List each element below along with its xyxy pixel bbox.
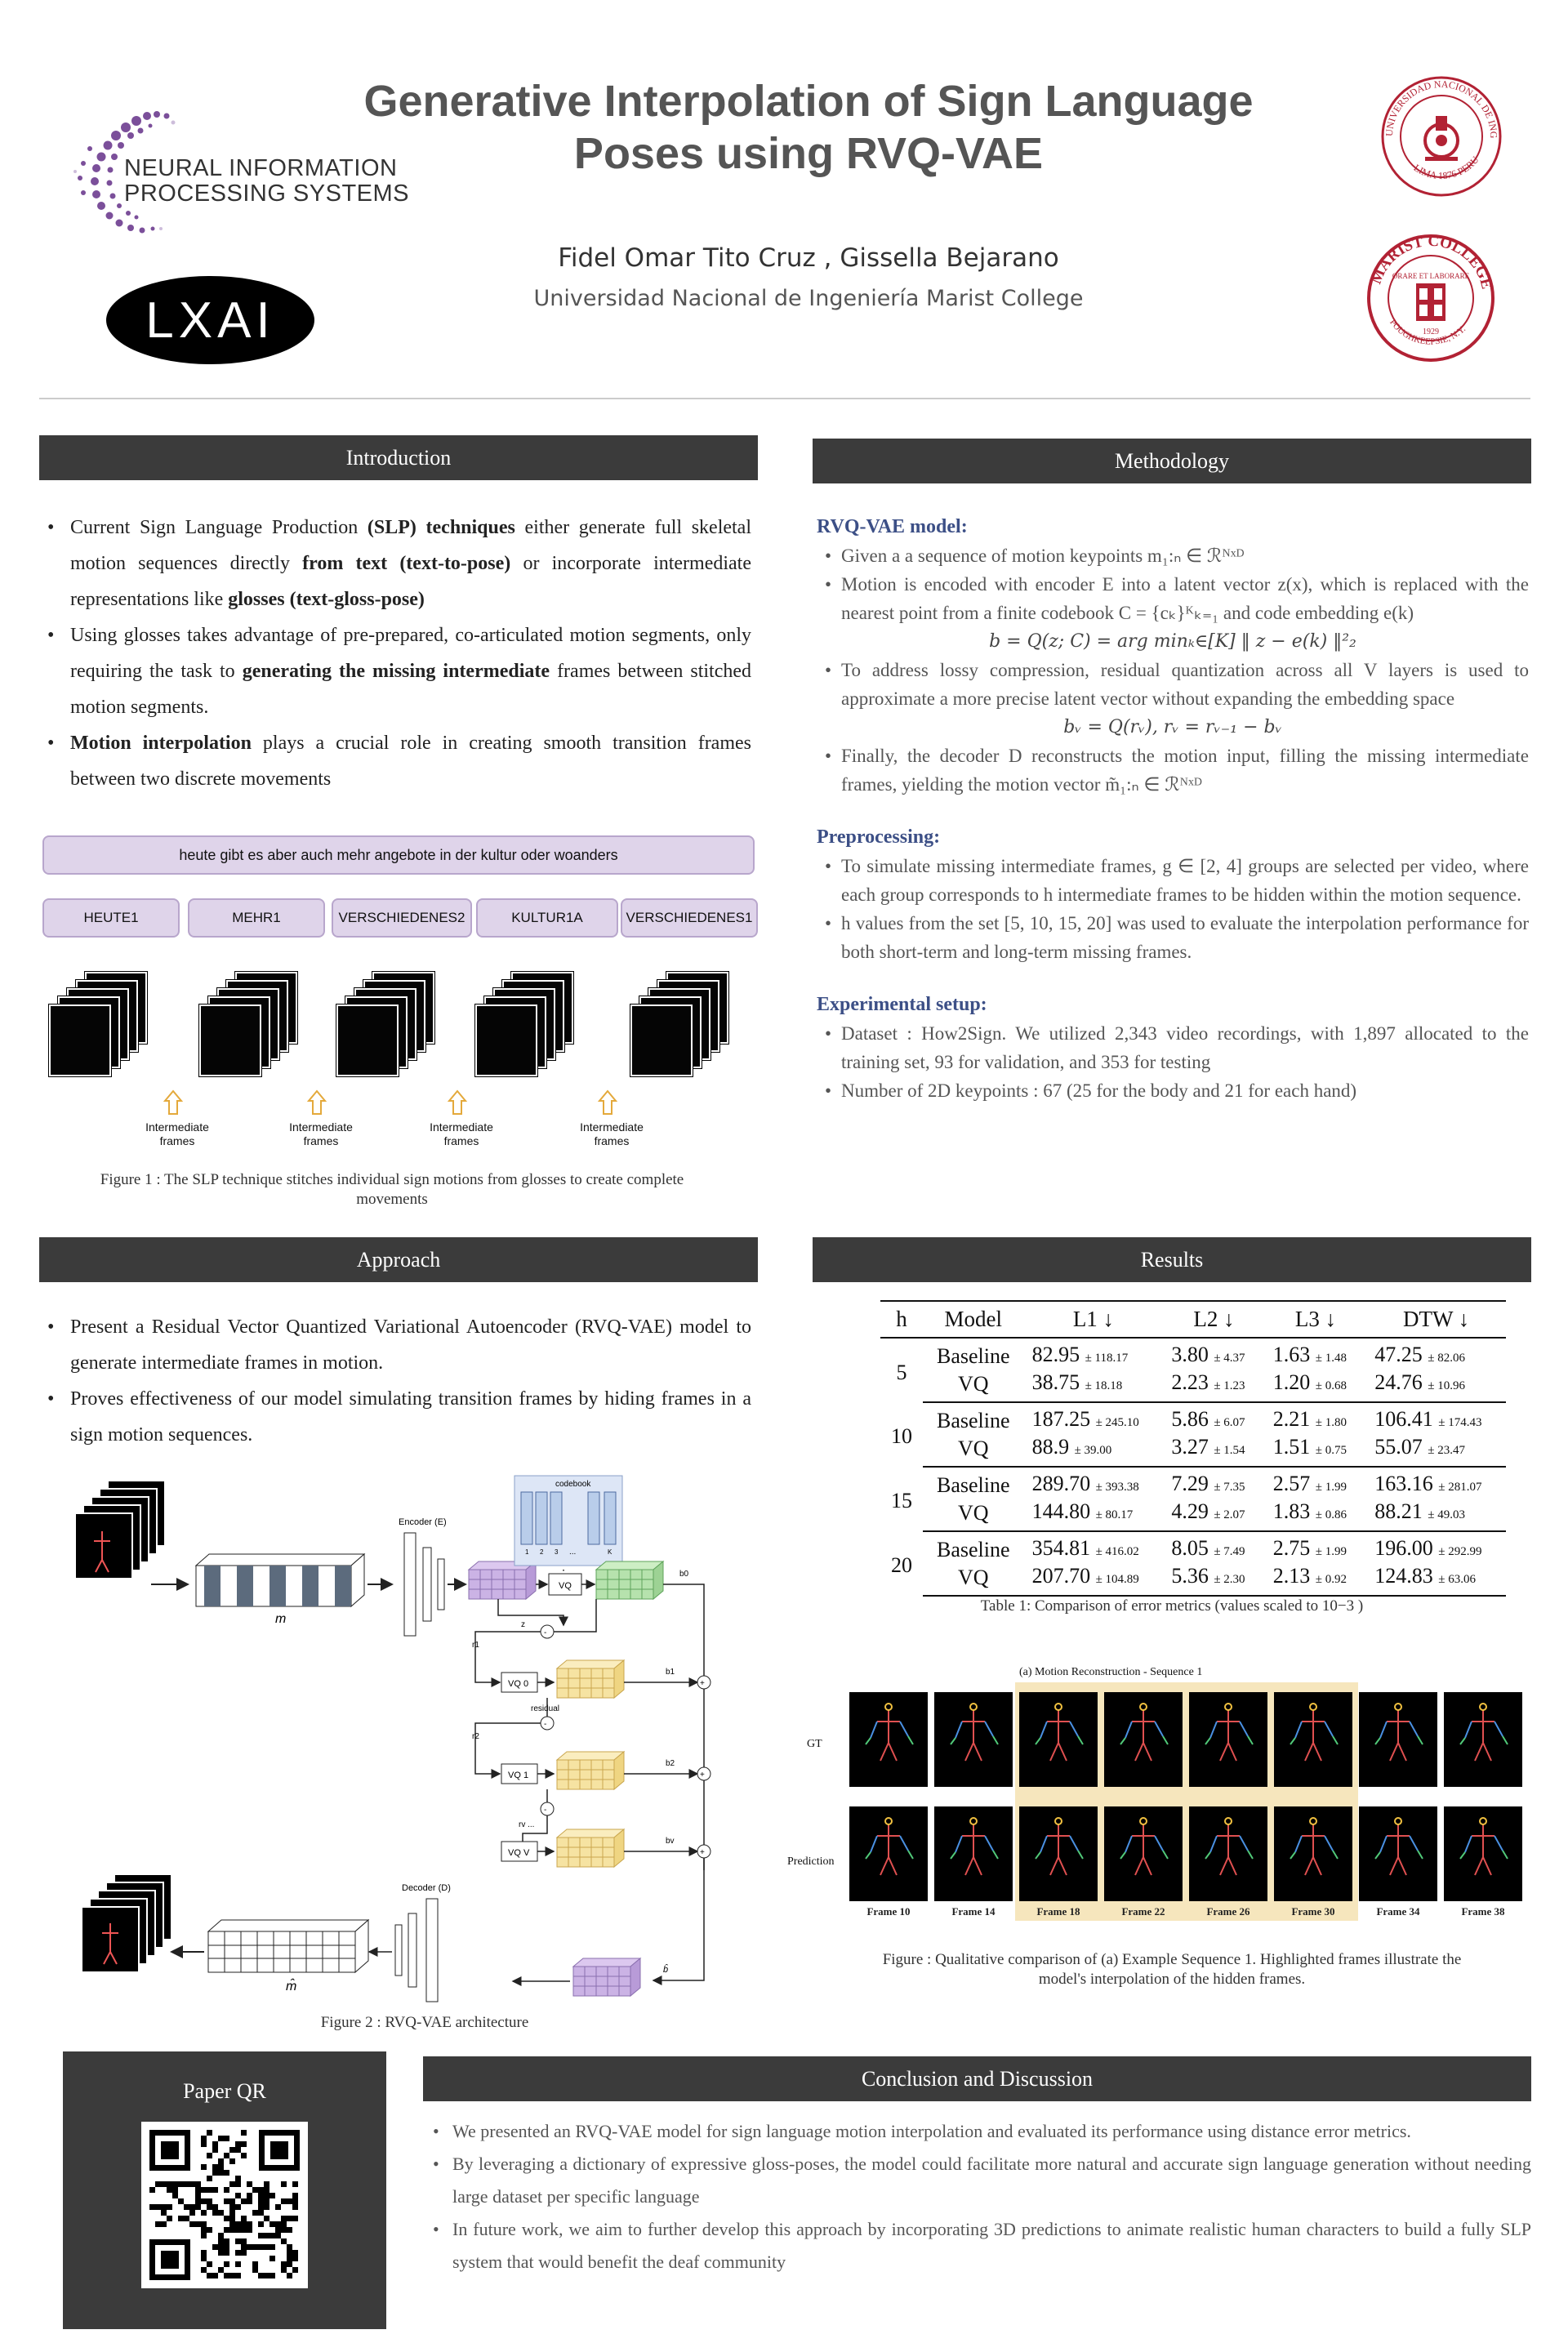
cell-l3-value: 2.21: [1272, 1407, 1311, 1431]
conclusion-bullet-1: • We presented an RVQ-VAE model for sign language motion interpolation and evaluated its performance using distance error metrics.: [425, 2115, 1531, 2148]
table-row: [880, 1531, 1506, 1564]
intermediate-arrows: [0, 1086, 751, 1119]
quantized-b2: [557, 1752, 624, 1789]
cell-l3-std: ± 1.99: [1315, 1481, 1347, 1494]
cell-l3-value: 2.57: [1272, 1472, 1311, 1495]
gt-frame: [1359, 1692, 1437, 1787]
quantized-bv: [557, 1829, 624, 1867]
cell-l1: [1024, 1402, 1164, 1435]
gt-frame: [1274, 1692, 1352, 1787]
encoder-label: Encoder (E): [399, 1517, 447, 1527]
intro-bullet-1: • Current Sign Language Production (SLP) techniques either generate full skeletal motion sequences directly from text (text-to-pose) or incorporate intermediate representations like glosses (text-gloss-pose): [39, 510, 751, 617]
row-label-prediction: Prediction: [787, 1855, 835, 1868]
conclusion-bullets: [425, 2115, 1531, 2278]
cell-dtw-std: ± 281.07: [1438, 1481, 1482, 1494]
results-heading: Results: [813, 1237, 1531, 1282]
cell-dtw: [1366, 1531, 1506, 1564]
latent-z: [469, 1561, 536, 1599]
cell-l3-value: 1.51: [1272, 1435, 1311, 1459]
col-h: h: [880, 1301, 923, 1338]
gloss-verschiedenes1: VERSCHIEDENES1: [621, 898, 758, 938]
intermediate-label-3: Intermediate frames: [430, 1120, 493, 1147]
cell-l3-value: 2.13: [1272, 1564, 1311, 1588]
experimental-title: Experimental setup:: [817, 994, 987, 1015]
exp-bullet-1: • Dataset : How2Sign. We utilized 2,343 video recordings, with 1,897 allocated to the training set, 93 for validation, and 353 for testing: [817, 1019, 1529, 1076]
codebook-index-2: 2: [540, 1548, 544, 1556]
cell-l1-value: 82.95: [1031, 1343, 1080, 1366]
residual-label: residual: [531, 1704, 560, 1713]
gloss-kultur1a: KULTUR1A: [476, 898, 618, 938]
frame-label: Frame 26: [1206, 1905, 1250, 1918]
results-table-wrap: [880, 1300, 1506, 1597]
frame-label: Frame 30: [1291, 1905, 1335, 1918]
cell-model-value: Baseline: [936, 1473, 1010, 1497]
cell-dtw-value: 47.25: [1374, 1343, 1423, 1366]
cell-dtw-value: 55.07: [1374, 1435, 1423, 1459]
svg-text:+: +: [700, 1848, 705, 1857]
cell-l1-std: ± 416.02: [1095, 1545, 1139, 1558]
cell-l1-std: ± 393.38: [1095, 1481, 1139, 1494]
r1-label: r1: [472, 1641, 479, 1650]
rvq-equation-2: bᵥ = Q(rᵥ), rᵥ = rᵥ₋₁ − bᵥ: [1063, 717, 1282, 737]
neurips-logo-line1: NEURAL INFORMATION: [124, 155, 398, 181]
frame-label: Frame 38: [1461, 1905, 1505, 1918]
uni-seal-icon: [1380, 75, 1503, 198]
approach-heading: Approach: [39, 1237, 758, 1282]
cell-h: 20: [890, 1553, 912, 1577]
m-hat-tensor: [208, 1920, 368, 1972]
cell-l1-std: ± 80.17: [1095, 1508, 1134, 1521]
marist-seal: [1365, 233, 1496, 363]
header-divider: [39, 398, 1530, 399]
b1-label: b1: [666, 1668, 675, 1677]
cell-dtw: [1366, 1370, 1506, 1402]
cell-l1-std: ± 18.18: [1085, 1379, 1123, 1392]
col-model: Model: [923, 1301, 1024, 1338]
cell-l1-std: ± 39.00: [1074, 1444, 1112, 1457]
cell-l2-value: 8.05: [1171, 1536, 1209, 1560]
gt-frame: [1104, 1692, 1183, 1787]
cell-l3: [1265, 1402, 1366, 1435]
cell-l3-value: 1.20: [1272, 1370, 1311, 1394]
methodology-body: [817, 513, 1529, 1105]
quantized-b1: [557, 1660, 624, 1698]
cell-dtw-value: 106.41: [1374, 1407, 1433, 1431]
output-frame-stack: [82, 1874, 172, 1972]
cell-l1-std: ± 104.89: [1095, 1573, 1139, 1586]
cell-dtw-std: ± 292.99: [1438, 1545, 1482, 1558]
prediction-frame: [934, 1806, 1013, 1901]
cell-l1-value: 88.9: [1031, 1435, 1070, 1459]
authors: Fidel Omar Tito Cruz , Gissella Bejarano: [558, 243, 1059, 273]
cell-l1-value: 144.80: [1031, 1499, 1091, 1523]
cell-l2: [1163, 1435, 1264, 1467]
cell-dtw: [1366, 1564, 1506, 1596]
rvq-bullet-4: • Finally, the decoder D reconstructs the motion input, filling the missing intermediate frames, yielding the motion vector m̃₁:ₙ ∈ ℛᴺˣᴰ: [817, 742, 1529, 799]
cell-l3-std: ± 1.80: [1315, 1416, 1347, 1429]
poster-title: [343, 75, 1274, 180]
vq1-label: VQ 1: [508, 1771, 529, 1780]
cell-model: [923, 1435, 1024, 1467]
conclusion-bullet-3: • In future work, we aim to further develop this approach by incorporating 3D predictions to animate realistic human characters to build a fully SLP system that would benefit the deaf community: [425, 2213, 1531, 2278]
cell-dtw-std: ± 23.47: [1428, 1444, 1465, 1457]
cell-model-value: VQ: [957, 1501, 989, 1525]
cell-l2: [1163, 1338, 1264, 1370]
gt-frame: [934, 1692, 1013, 1787]
cell-dtw: [1366, 1338, 1506, 1370]
cell-model: [923, 1402, 1024, 1435]
cell-l3-std: ± 1.99: [1315, 1545, 1347, 1558]
cell-l2: [1163, 1370, 1264, 1402]
svg-text:-: -: [544, 1720, 547, 1729]
gt-frame: [849, 1692, 928, 1787]
rv-label: rv ...: [519, 1820, 535, 1829]
cell-l3-value: 1.83: [1272, 1499, 1311, 1523]
conclusion-bullet-2: • By leveraging a dictionary of expressive gloss-poses, the model could facilitate more natural and accurate sign language generation without needing large dataset per specific language: [425, 2148, 1531, 2213]
cell-l3: [1265, 1338, 1366, 1370]
cell-l3-value: 2.75: [1272, 1536, 1311, 1560]
cell-model-value: Baseline: [936, 1344, 1010, 1368]
cell-l1-value: 207.70: [1031, 1564, 1091, 1588]
col-l1: L1 ↓: [1024, 1301, 1164, 1338]
rvq-equation-1: b = Q(z; C) = arg minₖ∈[K] ‖ z − e(k) ‖²₂: [989, 631, 1356, 652]
cell-l2: [1163, 1467, 1264, 1499]
frame-label: Frame 18: [1036, 1905, 1080, 1918]
cell-l1: [1024, 1531, 1164, 1564]
results-table: [880, 1300, 1506, 1597]
rvq-bullet-3: • To address lossy compression, residual quantization across all V layers is used to approximate a more precise latent vector without expanding the embedding space: [817, 656, 1529, 713]
intermediate-label-1: Intermediate frames: [145, 1120, 209, 1147]
methodology-heading: Methodology: [813, 439, 1531, 483]
qr-panel: [63, 2051, 386, 2329]
cell-l2-value: 5.86: [1171, 1407, 1209, 1431]
gloss-verschiedenes2: VERSCHIEDENES2: [332, 898, 472, 938]
uni-seal: [1380, 75, 1503, 198]
cell-model-value: VQ: [957, 1566, 989, 1589]
prediction-frame: [1274, 1806, 1352, 1901]
gloss-heute1: HEUTE1: [42, 898, 180, 938]
gt-frame: [1189, 1692, 1267, 1787]
table-row: [880, 1467, 1506, 1499]
cell-model-value: VQ: [957, 1372, 989, 1396]
cell-dtw-std: ± 82.06: [1428, 1352, 1465, 1365]
intro-bullet-2: • Using glosses takes advantage of pre-prepared, co-articulated motion segments, only requiring the task to generating the missing intermediate frames between stitched motion segments.: [39, 617, 751, 725]
prediction-frame: [1189, 1806, 1267, 1901]
table-row: [880, 1338, 1506, 1370]
vq0-label: VQ 0: [508, 1679, 529, 1689]
table-row: [880, 1564, 1506, 1596]
rvq-vae-diagram: [74, 1474, 727, 2005]
cell-l3: [1265, 1370, 1366, 1402]
intermediate-label-2: Intermediate frames: [289, 1120, 353, 1147]
cell-l3-std: ± 0.68: [1315, 1379, 1347, 1392]
m-tensor: [196, 1554, 364, 1606]
frame-label: Frame 10: [866, 1905, 911, 1918]
table-row: [880, 1435, 1506, 1467]
cell-l3-std: ± 1.48: [1315, 1352, 1347, 1365]
cell-l3-std: ± 0.92: [1315, 1573, 1347, 1586]
frame-label: Frame 14: [951, 1905, 996, 1918]
affiliations: Universidad Nacional de Ingeniería Marist College: [533, 286, 1084, 311]
approach-bullets: [39, 1309, 751, 1453]
cell-l1-value: 187.25: [1031, 1407, 1091, 1431]
svg-text:+: +: [700, 1679, 705, 1688]
gt-frame: [1444, 1692, 1522, 1787]
codebook: [514, 1476, 622, 1566]
up-arrow-icon: [449, 1091, 466, 1114]
cell-l1: [1024, 1370, 1164, 1402]
exp-bullet-2: • Number of 2D keypoints : 67 (25 for the body and 21 for each hand): [817, 1076, 1529, 1105]
poster-title-line2: Poses using RVQ-VAE: [573, 129, 1044, 178]
input-frame-stack: [75, 1481, 165, 1579]
lxai-logo-text: LXAI: [145, 292, 275, 349]
lxai-logo: [106, 276, 314, 364]
cell-l1-value: 354.81: [1031, 1536, 1091, 1560]
table1-caption: Table 1: Comparison of error metrics (values scaled to 10−3 ): [980, 1597, 1364, 1615]
cell-dtw-value: 124.83: [1374, 1564, 1433, 1588]
cell-l3-value: 1.63: [1272, 1343, 1311, 1366]
m-label: m: [275, 1612, 287, 1626]
cell-model: [923, 1338, 1024, 1370]
cell-model: [923, 1531, 1024, 1564]
prediction-frame: [1444, 1806, 1522, 1901]
cell-dtw-value: 196.00: [1374, 1536, 1433, 1560]
frame-stack-4: [475, 972, 590, 1094]
col-l3: L3 ↓: [1265, 1301, 1366, 1338]
cell-l1: [1024, 1499, 1164, 1531]
col-l2: L2 ↓: [1163, 1301, 1264, 1338]
cell-h: 15: [890, 1489, 912, 1512]
vq-label: VQ: [559, 1581, 572, 1591]
cell-l3: [1265, 1531, 1366, 1564]
frame-stack-3: [336, 972, 451, 1094]
pre-bullet-2: • h values from the set [5, 10, 15, 20] was used to evaluate the interpolation performance for both short-term and long-term missing frames.: [817, 909, 1529, 966]
cell-l3: [1265, 1499, 1366, 1531]
r2-label: r2: [472, 1732, 479, 1741]
conclusion-heading: Conclusion and Discussion: [423, 2056, 1531, 2101]
quantized-b-hat: [573, 1958, 640, 1996]
row-label-gt: GT: [807, 1738, 822, 1750]
svg-text:+: +: [700, 1771, 705, 1780]
cell-l1-value: 289.70: [1031, 1472, 1091, 1495]
qualitative-caption: Figure : Qualitative comparison of (a) Example Sequence 1. Highlighted frames illustrate the model's interpolation of the hidden frames.: [882, 1951, 1462, 1988]
qr-heading: Paper QR: [183, 2079, 266, 2103]
cell-dtw-value: 24.76: [1374, 1370, 1423, 1394]
cell-l1-std: ± 118.17: [1085, 1352, 1129, 1365]
cell-l3: [1265, 1564, 1366, 1596]
cell-dtw-value: 163.16: [1374, 1472, 1433, 1495]
cell-model-value: Baseline: [936, 1538, 1010, 1561]
cell-dtw: [1366, 1435, 1506, 1467]
frame-label: Frame 34: [1376, 1905, 1420, 1918]
cell-l2-value: 4.29: [1171, 1499, 1209, 1523]
pre-bullet-1: • To simulate missing intermediate frames, g ∈ [2, 4] groups are selected per video, where each group corresponds to h intermediate frames to be hidden within the motion sequence.: [817, 852, 1529, 909]
intro-bullet-3: • Motion interpolation plays a crucial role in creating smooth transition frames between two discrete movements: [39, 725, 751, 797]
cell-model: [923, 1499, 1024, 1531]
table-row: [880, 1370, 1506, 1402]
uni-seal-text: UNIVERSIDAD NACIONAL DE ING: [1383, 78, 1500, 139]
cell-dtw-std: ± 63.06: [1438, 1573, 1476, 1586]
introduction-heading: Introduction: [39, 435, 758, 480]
up-arrow-icon: [599, 1091, 616, 1114]
marist-seal-icon: [1365, 233, 1496, 363]
sentence-box: heute gibt es aber auch mehr angebote in der kultur oder woanders: [42, 835, 755, 875]
cell-l2: [1163, 1402, 1264, 1435]
cell-l3-std: ± 0.86: [1315, 1508, 1347, 1521]
cell-l1-value: 38.75: [1031, 1370, 1080, 1394]
cell-l2-std: ± 1.54: [1214, 1444, 1245, 1457]
cell-l1: [1024, 1467, 1164, 1499]
b2-label: b2: [666, 1759, 675, 1768]
frame-stack-2: [199, 972, 314, 1094]
frame-label: Frame 22: [1121, 1905, 1165, 1918]
neurips-logo: [59, 106, 410, 249]
cell-model: [923, 1467, 1024, 1499]
marist-seal-bottom: POUGHKEEPSIE, N.Y.: [1388, 317, 1468, 347]
up-arrow-icon: [165, 1091, 181, 1114]
cell-dtw-std: ± 49.03: [1428, 1508, 1465, 1521]
svg-text:-: -: [544, 1806, 547, 1815]
b0-label: b0: [679, 1570, 689, 1579]
cell-l2-std: ± 7.35: [1214, 1481, 1245, 1494]
cell-l2-value: 7.29: [1171, 1472, 1209, 1495]
gloss-mehr1: MEHR1: [188, 898, 325, 938]
cell-l2-value: 3.80: [1171, 1343, 1209, 1366]
cell-dtw: [1366, 1402, 1506, 1435]
svg-text:-: -: [544, 1628, 547, 1637]
codebook-index-k: K: [608, 1548, 612, 1556]
results-body: [880, 1338, 1506, 1596]
frame-stack-5: [630, 972, 745, 1094]
cell-l2-std: ± 2.30: [1214, 1573, 1245, 1586]
col-dtw: DTW ↓: [1366, 1301, 1506, 1338]
vqv-label: VQ V: [508, 1848, 530, 1858]
cell-l2-std: ± 4.37: [1214, 1352, 1245, 1365]
cell-model-value: VQ: [957, 1437, 989, 1460]
marist-seal-year: 1929: [1423, 327, 1439, 336]
cell-l1: [1024, 1338, 1164, 1370]
m-hat-label: m̂: [286, 1980, 297, 1993]
codebook-index-3: 3: [555, 1548, 559, 1556]
bv-label: bv: [666, 1837, 675, 1846]
approach-bullet-1: • Present a Residual Vector Quantized Variational Autoencoder (RVQ-VAE) model to generate intermediate frames in motion.: [39, 1309, 751, 1381]
qr-code-icon: [141, 2122, 308, 2288]
codebook-index-dots: ...: [569, 1548, 577, 1557]
prediction-frame: [1359, 1806, 1437, 1901]
cell-model: [923, 1564, 1024, 1596]
frame-stack-1: [49, 972, 163, 1094]
rvq-bullet-1: • Given a a sequence of motion keypoints m₁:ₙ ∈ ℛᴺˣᴰ: [817, 541, 1529, 570]
approach-bullet-2: • Proves effectiveness of our model simulating transition frames by hiding frames in a sign motion sequences.: [39, 1381, 751, 1453]
rvq-title: RVQ-VAE model:: [817, 516, 968, 537]
cell-l1: [1024, 1435, 1164, 1467]
cell-model-value: Baseline: [936, 1409, 1010, 1432]
codebook-label: codebook: [555, 1480, 591, 1489]
cell-model: [923, 1370, 1024, 1402]
results-header-row: [880, 1301, 1506, 1338]
cell-l2-std: ± 7.49: [1214, 1545, 1245, 1558]
table-row: [880, 1402, 1506, 1435]
marist-seal-sub: ORARE ET LABORARE: [1392, 272, 1470, 280]
cell-l1: [1024, 1564, 1164, 1596]
decoder-label: Decoder (D): [402, 1883, 451, 1893]
cell-dtw: [1366, 1467, 1506, 1499]
quantized-b0: [596, 1561, 663, 1599]
cell-l2: [1163, 1564, 1264, 1596]
cell-h: 5: [896, 1360, 907, 1384]
cell-l2: [1163, 1531, 1264, 1564]
cell-h: 10: [890, 1424, 912, 1448]
qualitative-title: (a) Motion Reconstruction - Sequence 1: [1019, 1666, 1203, 1678]
qr-code[interactable]: [141, 2122, 308, 2288]
cell-dtw-std: ± 10.96: [1428, 1379, 1465, 1392]
uni-seal-bottom: LIMA 1876 PERU: [1411, 154, 1481, 182]
figure1-caption: Figure 1 : The SLP technique stitches individual sign motions from glosses to create complete movements: [100, 1171, 684, 1208]
poster-title-line1: Generative Interpolation of Sign Language: [363, 77, 1254, 126]
gt-frame: [1019, 1692, 1098, 1787]
intermediate-label-4: Intermediate frames: [580, 1120, 644, 1147]
cell-l3: [1265, 1435, 1366, 1467]
neurips-logo-line2: PROCESSING SYSTEMS: [124, 180, 410, 207]
rvq-bullet-2: • Motion is encoded with encoder E into a latent vector z(x), which is replaced with the nearest point from a finite codebook C = {cₖ}ᴷₖ₌₁ and code embedding e(k): [817, 570, 1529, 627]
cell-l2-value: 3.27: [1171, 1435, 1209, 1459]
cell-l2-value: 2.23: [1171, 1370, 1209, 1394]
cell-l1-std: ± 245.10: [1095, 1416, 1139, 1429]
cell-l2-std: ± 1.23: [1214, 1379, 1245, 1392]
up-arrow-icon: [309, 1091, 325, 1114]
cell-l3: [1265, 1467, 1366, 1499]
prediction-frame: [1104, 1806, 1183, 1901]
cell-dtw: [1366, 1499, 1506, 1531]
table-row: [880, 1499, 1506, 1531]
z-label: z: [521, 1620, 525, 1629]
introduction-bullets: [39, 510, 751, 797]
b-hat-label: b̂: [663, 1965, 669, 1975]
cell-l2-value: 5.36: [1171, 1564, 1209, 1588]
marist-seal-text: MARIST COLLEGE: [1367, 233, 1495, 292]
cell-l2-std: ± 6.07: [1214, 1416, 1245, 1429]
cell-l3-std: ± 0.75: [1315, 1444, 1347, 1457]
prediction-frame: [1019, 1806, 1098, 1901]
prediction-frame: [849, 1806, 928, 1901]
preprocessing-title: Preprocessing:: [817, 826, 941, 848]
codebook-index-1: 1: [525, 1548, 529, 1556]
figure2-caption: Figure 2 : RVQ-VAE architecture: [320, 2014, 529, 2031]
cell-dtw-value: 88.21: [1374, 1499, 1423, 1523]
cell-l2: [1163, 1499, 1264, 1531]
cell-dtw-std: ± 174.43: [1438, 1416, 1482, 1429]
cell-l2-std: ± 2.07: [1214, 1508, 1245, 1521]
